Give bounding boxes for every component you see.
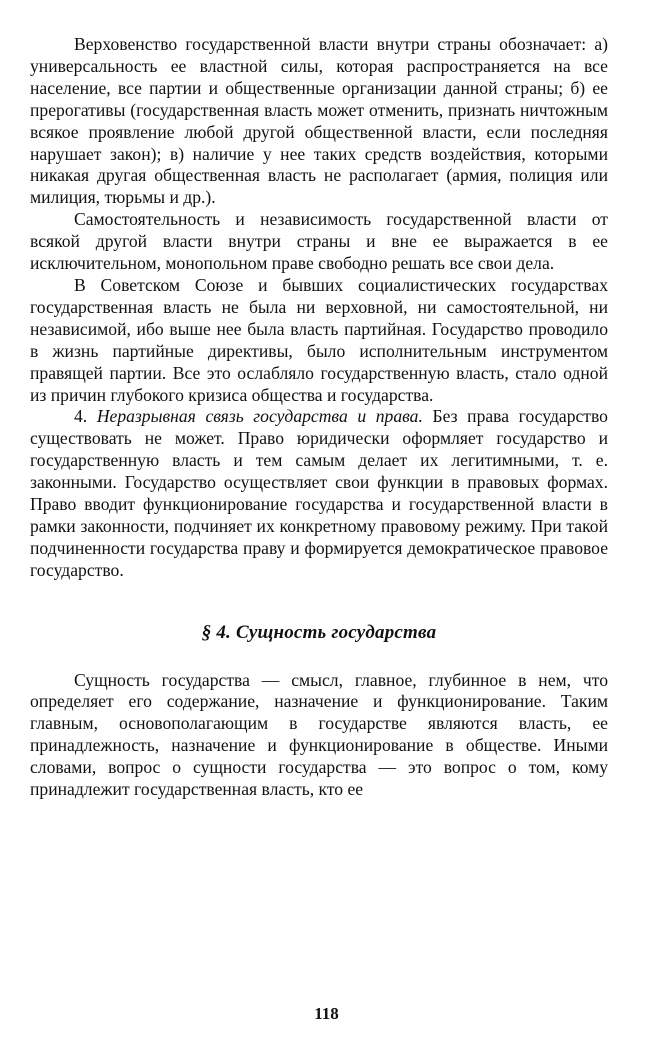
paragraph-essence: Сущность государства — смысл, главное, глубинное в нем, что определяет его содержание, назначение и функционирование. Таким главным, основополагающим в государстве являются власть, ее принадлежность, назначение и функционирование в обществе. Иными словами, вопрос о сущности государства — это вопрос о том, кому принадлежит государственная власть, кто ее xyxy=(30,669,608,800)
paragraph-point-4 xyxy=(30,406,608,581)
paragraph-soviet-union: В Советском Союзе и бывших социалистических государствах государственная власть не была ни верховной, ни самостоятельной, ни независимой, ибо выше нее была власть партийная. Государство проводило в жизнь партийные директивы, было исполнительным инструментом правящей партии. Все это ослабляло государственную власть, стало одной из причин глубокого кризиса общества и государства. xyxy=(30,274,608,405)
point-4-number: 4. xyxy=(74,406,88,427)
point-4-title: Неразрывная связь государства и права. xyxy=(96,406,423,427)
page-body xyxy=(30,34,608,801)
paragraph-independence: Самостоятельность и независимость государственной власти от всякой другой власти внутри страны и вне ее выражается в ее исключительном, монопольном праве свободно решать все свои дела. xyxy=(30,209,608,274)
point-4-text: Без права государство существовать не может. Право юридически оформляет государство и государственную власть и тем самым делает их легитимными, т. е. законными. Государство осуществляет свои функции в правовых формах. Право вводит функционирование государства и государственной власти в рамки законности, подчиняет их конкретному правовому режиму. При такой подчиненности государства праву и формируется демократическое правовое государство. xyxy=(30,406,608,580)
section-heading: § 4. Сущность государства xyxy=(201,621,437,643)
page-number: 118 xyxy=(314,1004,339,1023)
paragraph-supremacy: Верховенство государственной власти внутри страны обозначает: а) универсальность ее властной силы, которая распространяется на все население, все партии и общественные организации данной страны; б) ее прерогативы (государственная власть может отменить, признать ничтожным всякое проявление любой другой общественной власти, если последняя нарушает закон); в) наличие у нее таких средств воздействия, которыми никакая другая общественная власть не располагает (армия, полиция или милиция, тюрьмы и др.). xyxy=(30,34,608,208)
